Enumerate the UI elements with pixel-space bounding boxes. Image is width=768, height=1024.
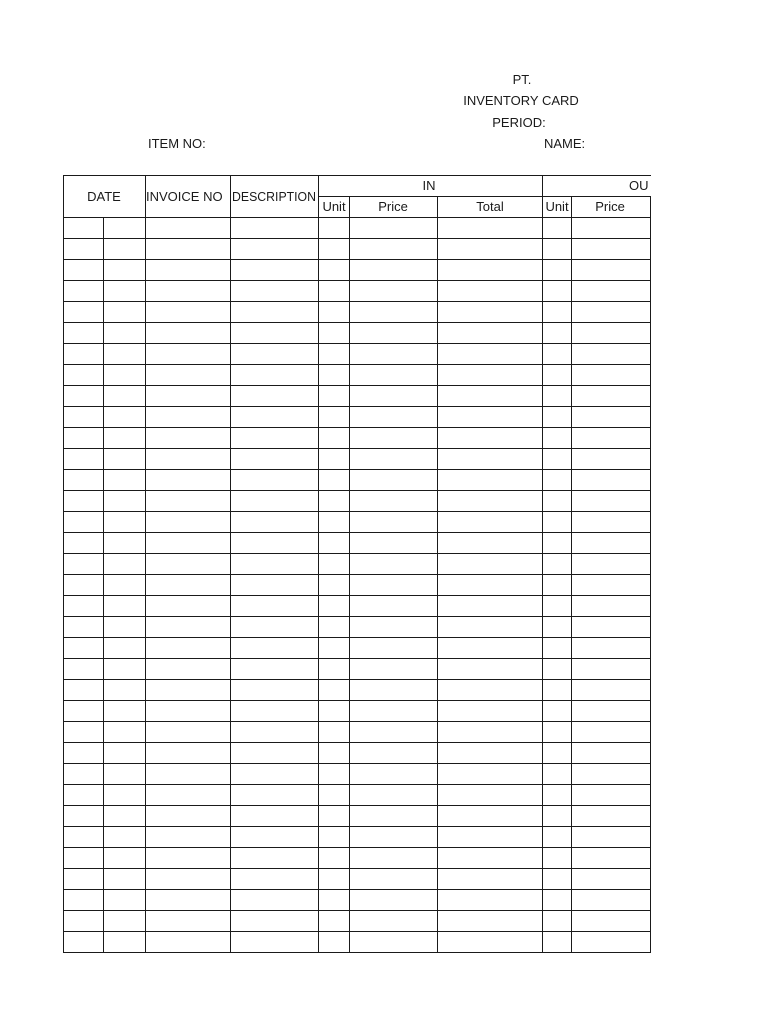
col-header-in-total: Total	[476, 199, 504, 214]
col-header-in-group: IN	[422, 178, 436, 193]
col-header-out-group: OU	[629, 178, 649, 193]
col-header-date: DATE	[87, 189, 121, 204]
inventory-table-grid	[63, 175, 651, 953]
inventory-table	[63, 175, 651, 953]
period-label: PERIOD:	[492, 115, 546, 130]
col-header-description: DESCRIPTION	[232, 189, 316, 204]
col-header-in-price: Price	[378, 199, 408, 214]
company-label: PT.	[512, 72, 532, 87]
col-header-in-unit: Unit	[322, 199, 346, 214]
col-header-out-price: Price	[595, 199, 625, 214]
item-no-label: ITEM NO:	[148, 136, 206, 151]
col-header-out-unit: Unit	[545, 199, 569, 214]
name-label: NAME:	[544, 136, 586, 151]
col-header-invoice-no: INVOICE NO	[146, 189, 223, 204]
document-title: INVENTORY CARD	[463, 93, 579, 108]
